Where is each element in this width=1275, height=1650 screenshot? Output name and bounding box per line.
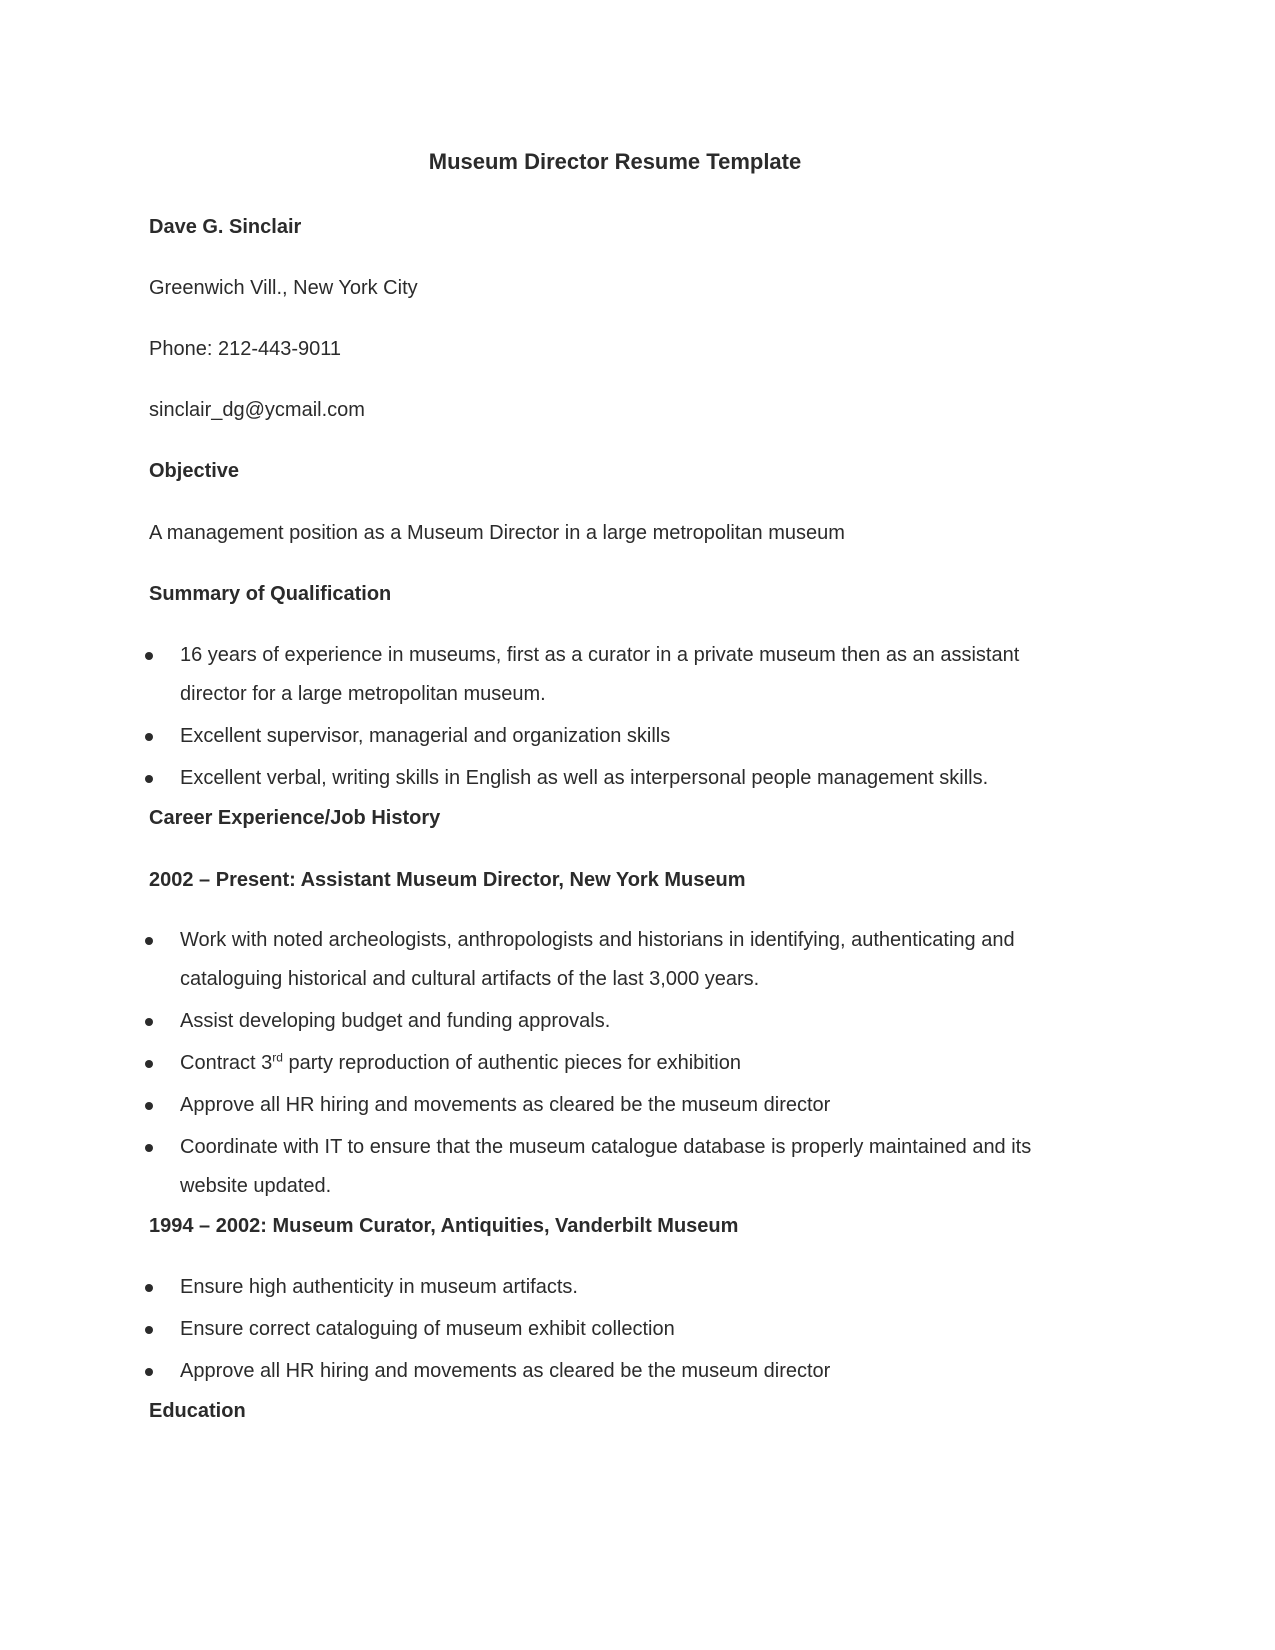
bullet-icon xyxy=(145,937,153,945)
bullet-icon xyxy=(145,733,153,741)
contact-address: Greenwich Vill., New York City xyxy=(149,277,418,299)
summary-heading: Summary of Qualification xyxy=(149,583,392,605)
list-item: Approve all HR hiring and movements as cleared be the museum director xyxy=(0,1086,1100,1125)
education-heading: Education xyxy=(149,1400,246,1422)
list-item: Ensure correct cataloguing of museum exhibit collection xyxy=(0,1310,1100,1349)
list-item: Work with noted archeologists, anthropologists and historians in identifying, authenticating and cataloguing historical and cultural artifacts of the last 3,000 years. xyxy=(0,921,1100,999)
contact-email: sinclair_dg@ycmail.com xyxy=(149,399,365,421)
job-duties-list xyxy=(0,921,1100,1209)
bullet-icon xyxy=(145,1018,153,1026)
objective-heading: Objective xyxy=(149,460,240,482)
career-heading: Career Experience/Job History xyxy=(149,807,441,829)
job-title: 2002 – Present: Assistant Museum Director, New York Museum xyxy=(149,869,746,891)
bullet-icon xyxy=(145,775,153,783)
document-title: Museum Director Resume Template xyxy=(428,149,802,174)
bullet-icon xyxy=(145,1284,153,1292)
list-item: Excellent verbal, writing skills in English as well as interpersonal people management skills. xyxy=(0,759,1100,798)
summary-list xyxy=(0,636,1100,801)
job-title: 1994 – 2002: Museum Curator, Antiquities, Vanderbilt Museum xyxy=(149,1215,739,1237)
list-item: Approve all HR hiring and movements as cleared be the museum director xyxy=(0,1352,1100,1391)
list-item: Excellent supervisor, managerial and organization skills xyxy=(0,717,1100,756)
bullet-icon xyxy=(145,652,153,660)
list-item: Assist developing budget and funding approvals. xyxy=(0,1002,1100,1041)
bullet-icon xyxy=(145,1368,153,1376)
list-item: Contract 3rd party reproduction of authentic pieces for exhibition xyxy=(0,1044,1100,1083)
contact-phone: Phone: 212-443-9011 xyxy=(149,338,342,360)
list-item: Ensure high authenticity in museum artifacts. xyxy=(0,1268,1100,1307)
bullet-icon xyxy=(145,1326,153,1334)
list-item: Coordinate with IT to ensure that the museum catalogue database is properly maintained and its website updated. xyxy=(0,1128,1100,1206)
bullet-icon xyxy=(145,1102,153,1110)
contact-name: Dave G. Sinclair xyxy=(149,216,302,238)
bullet-icon xyxy=(145,1144,153,1152)
objective-text: A management position as a Museum Director in a large metropolitan museum xyxy=(149,522,845,544)
list-item: 16 years of experience in museums, first as a curator in a private museum then as an assistant director for a large metropolitan museum. xyxy=(0,636,1100,714)
bullet-icon xyxy=(145,1060,153,1068)
job-duties-list xyxy=(0,1268,1100,1394)
